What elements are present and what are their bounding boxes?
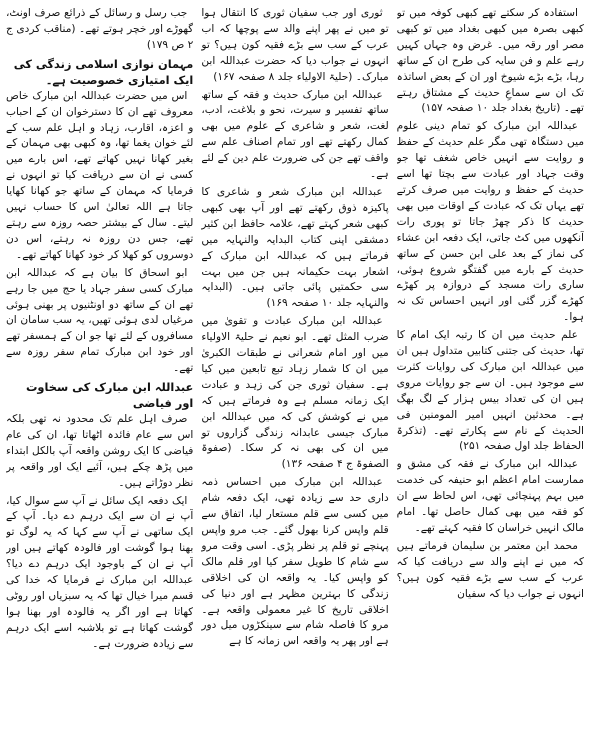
section-heading-hospitality: مہمان نوازی اسلامی زندگی کی ایک امتیازی خصوصیت ہے۔ <box>13 56 194 87</box>
paragraph: ابو اسحاق کا بیان ہے کہ عبداللہ ابن مبارک کسی سفر جہاد یا حج میں جا رہے تھے ان کے ساتھ دو اونٹنیوں پر بھنی ہوئی مرغیاں لدی ہوئی تھیں، یہ سب سامان ان مسافروں کے لئے تھا جو ان کے ہمسفر تھے اور خود ابن مبارک تمام سفر روزہ سے تھے۔ <box>6 266 194 375</box>
paragraph: عبداللہ ابن مبارک حدیث و فقہ کے ساتھ ساتھ تفسیر و سیرت، نحو و بلاغت، ادب، لغت، شعر و شاعری کے علوم میں بھی کمال رکھتے تھے اور تمام اصناف علم سے واقف تھے جن کی ضرورت علم دین کے لئے ہے۔ <box>201 88 389 181</box>
paragraph: عبداللہ ابن مبارک کو تمام دینی علوم میں دستگاہ تھی مگر علم حدیث کے حفظ و روایت سے انہیں خاص شغف تھا جو وقت جہاد اور عبادت سے بچتا تھا اسے حدیث کے حفظ و روایت میں صرف کرتے تھے یہاں تک کہ عبادت کے اوقات میں بھی حدیث کا ذکر چھڑ جاتا تو پوری رات آنکھوں میں کٹ جاتی، ایک دفعہ ابن عشاء کی نماز کے بعد علی ابن حسن کے ساتھ حدیث کے بارے میں گفتگو شروع ہوئی، ساری رات مسجد کے دروازہ پر کھڑے کھڑے گزر گئی اور انہیں احساس تک نہ ہوا۔ <box>396 120 584 324</box>
paragraph: جب رسل و رسائل کے ذرائع صرف اونٹ، گھوڑے اور خچر ہوتے تھے۔ (مناقب کردی ج ۲ ص ۱۷۹) <box>6 7 194 51</box>
section-heading-generosity: عبداللہ ابن مبارک کی سخاوت اور فیاضی <box>25 380 194 411</box>
paragraph: عبداللہ ابن مبارک میں احساس ذمہ داری حد سے زیادہ تھی، ایک دفعہ شام میں کسی سے قلم مستعار لیا، اتفاق سے قلم واپس کرنا بھول گئے۔ جب مرو واپس پہنچے تو قلم پر نظر پڑی۔ اسی وقت مرو سے شام کا طویل سفر کیا اور قلم مالک کو واپس کیا۔ یہ واقعہ ان کی اخلاقی زندگی کا بہترین مظہر ہے اور دنیا کی اخلاقی تاریخ کا غیر معمولی واقعہ ہے۔ مرو کا فاصلہ شام سے سینکڑوں میل دور ہے اور پھر یہ واقعہ اس زمانہ کا ہے <box>201 476 389 648</box>
paragraph: علم حدیث میں ان کا رتبہ ایک امام کا تھا، حدیث کی جتنی کتابیں متداول ہیں ان میں عبداللہ ابن مبارک کی روایات کثرت سے موجود ہیں۔ ان سے جو روایات مروی ہیں ان کی تعداد بیس ہزار کے لگ بھگ ہے۔ محدثین انہیں امیر المومنین فی الحدیث کے نام سے پکارتے تھے۔ (تذکرۃ الحفاظ جلد اول صفحہ ۲۵۱) <box>396 329 584 453</box>
paragraph: عبداللہ ابن مبارک نے فقہ کی مشق و ممارست امام اعظم ابو حنیفہ کی خدمت میں بہم پہنچائی تھی، اس لحاظ سے ان کو فقہ میں بھی کمال حاصل تھا۔ امام مالک انہیں خراسان کا فقیہ کہتے تھے۔ <box>396 458 584 534</box>
text-column-left <box>6 6 193 728</box>
text-column-middle <box>201 6 388 728</box>
paragraph: ثوری اور جب سفیان ثوری کا انتقال ہوا تو میں نے پھر اپنے والد سے پوچھا کہ اب عرب کے سب سے بڑے فقیہ کون ہیں؟ تو انہوں نے جواب دیا کہ حضرت عبداللہ ابن مبارک۔ (حلیۃ الاولیاء جلد ۸ صفحہ ۱۶۷) <box>201 7 389 83</box>
paragraph: ایک دفعہ ایک سائل نے آپ سے سوال کیا، آپ نے ان سے ایک درہم دے دیا۔ آپ کے ایک ساتھی نے آپ سے کہا کہ یہ لوگ تو بھنا ہوا گوشت اور فالودہ کھاتے ہیں اور آپ نے ان کے باوجود ایک درہم دے دیا؟ عبداللہ ابن مبارک نے فرمایا کہ خدا کی قسم میرا خیال تھا کہ یہ سبزیاں اور روٹی کھاتا ہے اور اگر یہ فالودہ اور بھنا ہوا گوشت کھاتا ہے تو بلاشبہ اسے ایک درہم سے زیادہ ضرورت ہے۔ <box>6 494 194 650</box>
paragraph: محمد ابن معتمر بن سلیمان فرماتے ہیں کہ میں نے اپنے والد سے دریافت کیا کہ عرب کے سب سے بڑے فقیہ کون ہیں؟ انہوں نے جواب دیا کہ سفیان <box>396 539 584 600</box>
text-column-right <box>397 6 584 728</box>
paragraph: عبداللہ ابن مبارک شعر و شاعری کا پاکیزہ ذوق رکھتے تھے اور آپ بھی کبھی کبھی شعر کہتے تھے، علامہ حافظ ابن کثیر دمشقی اپنی کتاب البدایہ والنہایہ میں فرماتے ہیں کہ عبداللہ ابن مبارک کے اشعار بہت حکیمانہ ہیں جن میں بہت سی حکمتیں پائی جاتی ہیں۔ (البدایہ والنہایہ جلد ۱۰ صفحہ ۱۶۹) <box>201 185 389 310</box>
paragraph: صرف اہل علم تک محدود نہ تھی بلکہ اس سے عام فائدہ اٹھاتا تھا، ان کی عام فیاضی کا ایک روشن واقعہ آپ بالکل ابتداء میں پڑھ چکے ہیں، آئیے ایک اور واقعہ پر نظر دوڑاتے ہیں۔ <box>6 413 194 489</box>
paragraph: اس میں حضرت عبداللہ ابن مبارک خاص معروف تھے ان کا دسترخوان ان کے احباب و اعزہ، اقارب، زہاد و اہل علم سب کے لئے خوان یغما تھا، وہ کبھی بھی مہمان کے بغیر کھانا نہیں کھاتے تھے، اس بارے میں کسی نے ان سے دریافت کیا تو انہوں نے فرمایا کہ مہمان کے ساتھ جو کھانا کھایا جاتا ہے اللہ تعالیٰ اس کا حساب نہیں لیتے۔ سال کے بیشتر حصہ روزہ سے رہتے تھے، جس دن روزہ نہ رہتے، اس دن دوسروں کو کھلا کر خود کھانا کھاتے تھے۔ <box>6 89 194 261</box>
paragraph: استفادہ کر سکتے تھے کبھی کوفہ میں تو کبھی بصرہ میں کبھی بغداد میں تو کبھی مصر اور رقہ میں۔ غرض وہ جہاں کہیں رہے علم و فن سایہ کی طرح ان کے ساتھ رہا، بڑے بڑے شیوخ اور ان کے بعض اساتذہ تک ان سے سماعِ حدیث کے مشتاق رہتے تھے۔ (تاریخ بغداد جلد ۱۰ صفحہ ۱۵۷) <box>396 7 584 115</box>
paragraph: عبداللہ ابن مبارک عبادت و تقویٰ میں ضرب المثل تھے۔ ابو نعیم نے حلیۃ الاولیاء میں اور امام شعرانی نے طبقات الکبریٰ میں ان کا شمار زہاد تبع تابعین میں کیا ہے۔ سفیان ثوری جن کی زہد و عبادت ایک زمانہ مسلم ہے وہ فرماتے ہیں کہ میں نے کوشش کی کہ میں عبداللہ ابن مبارک جیسی عابدانہ زندگی گزاروں تو میں ان کی بھی نہ کر سکا۔ (صفوۃ الصفوۃ ج ۴ صفحہ ۱۳۶) <box>201 315 389 471</box>
